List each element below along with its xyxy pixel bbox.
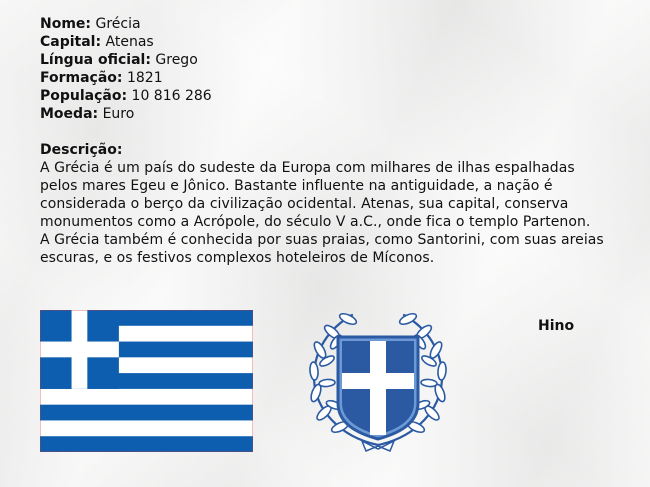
populacao-label: População: bbox=[40, 88, 128, 104]
formacao-value: 1821 bbox=[126, 70, 163, 86]
country-info bbox=[40, 15, 212, 123]
description-line: monumentos como a Acrópole, do século V a.C., onde fica o templo Partenon. bbox=[40, 214, 591, 230]
info-row-formacao bbox=[40, 69, 212, 87]
description-line: considerada o berço da civilização ocidental. Atenas, sua capital, conserva bbox=[40, 196, 569, 212]
capital-label: Capital: bbox=[40, 34, 102, 50]
description-line: escuras, e os festivos complexos hoteleiros de Míconos. bbox=[40, 250, 435, 266]
anthem-label[interactable]: Hino bbox=[538, 318, 575, 334]
moeda-label: Moeda: bbox=[40, 106, 99, 122]
greece-flag bbox=[40, 310, 253, 452]
moeda-value: Euro bbox=[102, 106, 135, 122]
nome-value: Grécia bbox=[95, 16, 141, 32]
populacao-value: 10 816 286 bbox=[131, 88, 212, 104]
lingua-label: Língua oficial: bbox=[40, 52, 151, 68]
capital-value: Atenas bbox=[105, 34, 154, 50]
description-line: A Grécia também é conhecida por suas praias, como Santorini, com suas areias bbox=[40, 232, 604, 248]
formacao-label: Formação: bbox=[40, 70, 123, 86]
info-row-populacao bbox=[40, 87, 212, 105]
description-title: Descrição: bbox=[40, 142, 123, 158]
info-row-lingua bbox=[40, 51, 212, 69]
info-row-capital bbox=[40, 33, 212, 51]
description-text bbox=[40, 159, 625, 267]
lingua-value: Grego bbox=[155, 52, 198, 68]
greece-coat-of-arms bbox=[300, 305, 456, 455]
description-line: pelos mares Egeu e Jônico. Bastante influente na antiguidade, a nação é bbox=[40, 178, 553, 194]
description-line: A Grécia é um país do sudeste da Europa com milhares de ilhas espalhadas bbox=[40, 160, 575, 176]
info-row-moeda bbox=[40, 105, 212, 123]
nome-label: Nome: bbox=[40, 16, 92, 32]
info-row-nome bbox=[40, 15, 212, 33]
